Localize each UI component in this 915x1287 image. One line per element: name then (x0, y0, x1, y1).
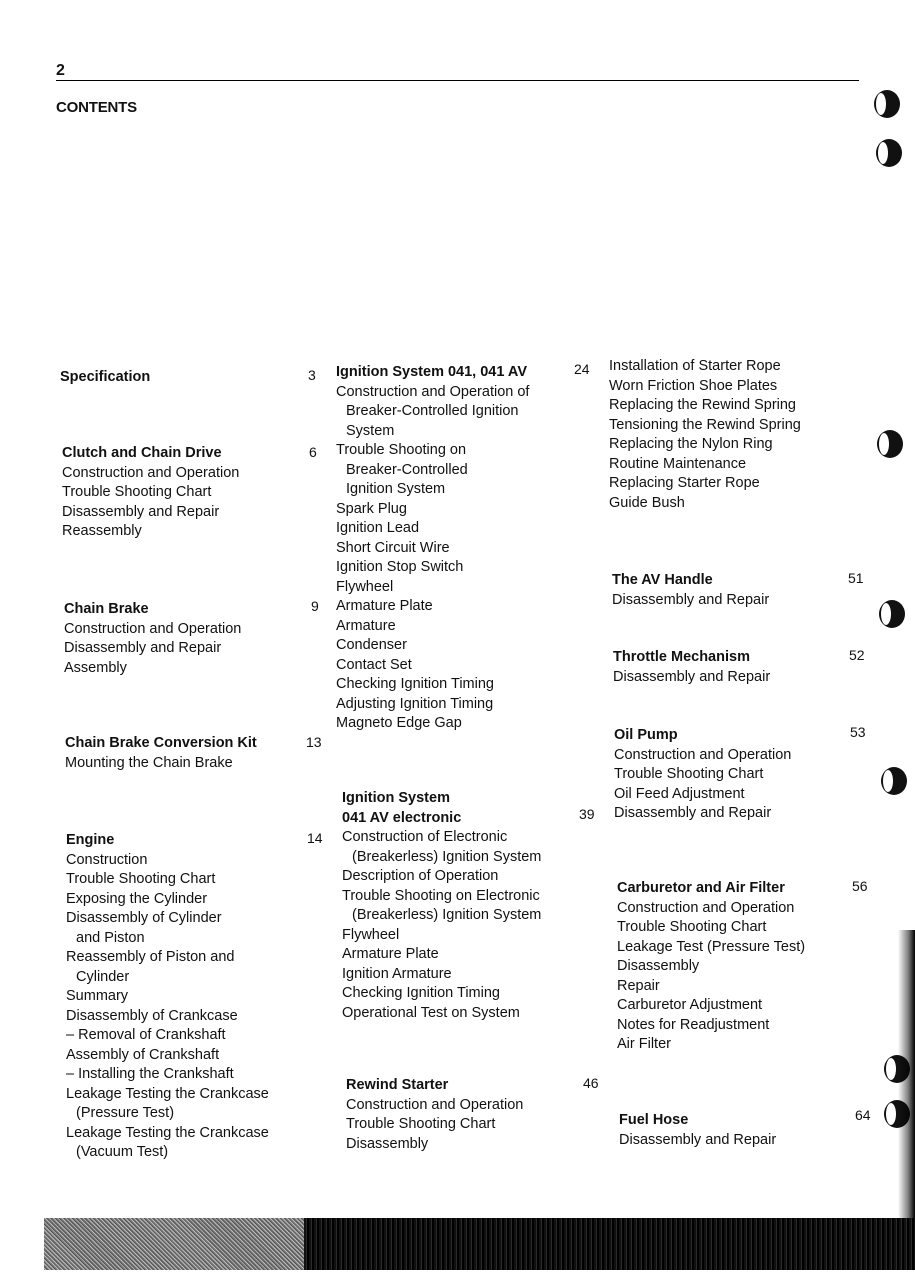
page-ref: 64 (855, 1107, 871, 1123)
page-ref: 24 (574, 361, 590, 377)
header-rule (56, 80, 859, 81)
toc-section-throttle[interactable] (613, 648, 770, 687)
toc-item: Magneto Edge Gap (336, 715, 462, 731)
toc-item: Leakage Test (Pressure Test) (617, 938, 806, 955)
toc-item: and Piston (76, 929, 145, 946)
toc-item: Trouble Shooting on (336, 442, 467, 458)
section-heading: Ignition System (342, 790, 450, 806)
toc-item: Oil Feed Adjustment (614, 785, 745, 802)
section-heading: Rewind Starter (346, 1077, 449, 1093)
toc-item: Replacing the Nylon Ring (609, 436, 773, 452)
binder-hole (874, 90, 900, 118)
toc-item: Checking Ignition Timing (342, 985, 500, 1001)
toc-item: Contact Set (336, 656, 412, 673)
section-heading: The AV Handle (612, 572, 713, 588)
toc-item: (Vacuum Test) (76, 1144, 169, 1160)
toc-item: Armature Plate (336, 598, 433, 614)
toc-section-starter-continued[interactable] (609, 357, 801, 513)
toc-section-specification[interactable] (60, 368, 150, 388)
toc-item: Flywheel (342, 926, 400, 943)
toc-item: Disassembly and Repair (612, 591, 770, 608)
toc-item: Trouble Shooting Chart (66, 871, 216, 887)
page-ref: 53 (850, 724, 866, 740)
toc-item: Disassembly of Crankcase (66, 1007, 238, 1024)
toc-item: – Installing the Crankshaft (66, 1066, 234, 1082)
toc-item: Construction and Operation (617, 899, 795, 916)
toc-item: Disassembly and Repair (614, 805, 772, 821)
binder-hole (877, 430, 903, 458)
toc-item: Repair (617, 977, 660, 994)
page-ref: 9 (311, 598, 319, 614)
toc-item: Disassembly (617, 958, 700, 974)
toc-item: Reassembly of Piston and (66, 949, 235, 965)
toc-item: Construction and Operation (62, 464, 240, 481)
binder-hole (876, 139, 902, 167)
toc-item: (Pressure Test) (76, 1105, 175, 1121)
toc-item: Ignition System (346, 481, 446, 497)
page-ref: 14 (307, 830, 323, 846)
toc-section-conversion-kit[interactable] (65, 734, 257, 773)
toc-item: Breaker-Controlled Ignition (346, 403, 519, 419)
section-heading: Chain Brake (64, 601, 149, 617)
section-heading: Carburetor and Air Filter (617, 880, 785, 896)
toc-item: Spark Plug (336, 500, 407, 517)
section-heading: Specification (60, 369, 151, 385)
page-title: CONTENTS (56, 99, 137, 116)
toc-item: Short Circuit Wire (336, 539, 450, 556)
toc-item: Ignition Armature (342, 965, 452, 982)
toc-item: Construction and Operation (64, 620, 242, 637)
toc-section-chain-brake[interactable] (64, 600, 241, 678)
toc-item: Leakage Testing the Crankcase (66, 1085, 269, 1102)
toc-item: (Breakerless) Ignition System (352, 848, 542, 865)
section-heading-line-2: 041 AV electronic (342, 809, 462, 826)
toc-item: Adjusting Ignition Timing (336, 695, 494, 712)
toc-item: Disassembly and Repair (613, 668, 771, 685)
toc-item: Reassembly (62, 523, 142, 539)
section-heading: Engine (66, 832, 115, 848)
toc-item: System (346, 422, 395, 439)
toc-item: Description of Operation (342, 868, 499, 884)
toc-item: Replacing the Rewind Spring (609, 397, 796, 413)
toc-item: – Removal of Crankshaft (66, 1027, 226, 1043)
page-ref: 51 (848, 570, 864, 586)
toc-item: Disassembly and Repair (619, 1131, 777, 1148)
toc-section-fuel-hose[interactable] (619, 1111, 776, 1150)
page-ref: 46 (583, 1075, 599, 1091)
binder-hole (879, 600, 905, 628)
page-ref: 6 (309, 444, 317, 460)
page-edge-shadow (898, 930, 915, 1220)
toc-item: Worn Friction Shoe Plates (609, 377, 778, 394)
toc-item: Disassembly (346, 1135, 429, 1152)
toc-item: Trouble Shooting Chart (62, 484, 212, 500)
section-heading: Fuel Hose (619, 1112, 689, 1128)
toc-item: Carburetor Adjustment (617, 997, 763, 1013)
toc-item: Trouble Shooting Chart (346, 1116, 496, 1132)
toc-item: Installation of Starter Rope (609, 358, 781, 374)
page-ref: 56 (852, 878, 868, 894)
toc-section-ignition-electronic[interactable] (342, 789, 541, 1023)
page-ref: 52 (849, 647, 865, 663)
toc-item: Assembly of Crankshaft (66, 1046, 220, 1063)
toc-item: Replacing Starter Rope (609, 475, 760, 491)
toc-item: Trouble Shooting on Electronic (342, 887, 540, 904)
toc-item: Tensioning the Rewind Spring (609, 416, 801, 433)
toc-item: Disassembly and Repair (62, 503, 220, 520)
toc-item: Routine Maintenance (609, 455, 747, 472)
toc-item: Ignition Stop Switch (336, 559, 464, 575)
toc-item: Assembly (64, 659, 127, 676)
page-ref: 3 (308, 367, 316, 383)
toc-item: Construction and Operation (614, 746, 792, 763)
binder-hole (881, 767, 907, 795)
toc-item: Construction of Electronic (342, 829, 508, 845)
toc-item: Armature Plate (342, 946, 439, 962)
toc-section-carburetor[interactable] (617, 879, 805, 1055)
toc-item: Leakage Testing the Crankcase (66, 1124, 269, 1141)
toc-section-ignition-041[interactable] (336, 363, 529, 734)
toc-item: Armature (336, 617, 396, 634)
toc-item: Condenser (336, 637, 407, 653)
toc-section-clutch[interactable] (62, 444, 239, 542)
scan-bottom-band-pattern (44, 1218, 304, 1270)
page-ref: 13 (306, 734, 322, 750)
toc-item: Construction and Operation (346, 1096, 524, 1113)
toc-item: Ignition Lead (336, 520, 420, 536)
toc-item: Construction (66, 851, 148, 868)
toc-item: Cylinder (76, 968, 130, 985)
toc-section-rewind-starter[interactable] (346, 1076, 523, 1154)
toc-item: Trouble Shooting Chart (617, 919, 767, 935)
toc-item: Breaker-Controlled (346, 461, 468, 478)
section-heading: Clutch and Chain Drive (62, 445, 222, 461)
toc-item: Exposing the Cylinder (66, 890, 208, 907)
toc-item: Mounting the Chain Brake (65, 754, 233, 771)
toc-item: Air Filter (617, 1036, 671, 1052)
section-heading: Chain Brake Conversion Kit (65, 735, 257, 751)
toc-item: Disassembly and Repair (64, 640, 222, 656)
toc-item: Summary (66, 988, 129, 1004)
toc-section-oil-pump[interactable] (614, 726, 791, 824)
toc-item: Flywheel (336, 578, 394, 595)
toc-item: Guide Bush (609, 494, 685, 511)
toc-section-engine[interactable] (66, 831, 269, 1163)
toc-section-av-handle[interactable] (612, 571, 769, 610)
page-ref: 39 (579, 806, 595, 822)
toc-item: (Breakerless) Ignition System (352, 907, 542, 923)
toc-item: Notes for Readjustment (617, 1016, 770, 1033)
section-heading: Ignition System 041, 041 AV (336, 364, 527, 380)
toc-item: Checking Ignition Timing (336, 676, 494, 692)
page-number: 2 (56, 62, 65, 79)
section-heading: Throttle Mechanism (613, 649, 750, 665)
toc-item: Trouble Shooting Chart (614, 766, 764, 782)
toc-item: Construction and Operation of (336, 383, 530, 400)
toc-item: Operational Test on System (342, 1004, 520, 1021)
section-heading: Oil Pump (614, 727, 678, 743)
toc-item: Disassembly of Cylinder (66, 910, 222, 926)
